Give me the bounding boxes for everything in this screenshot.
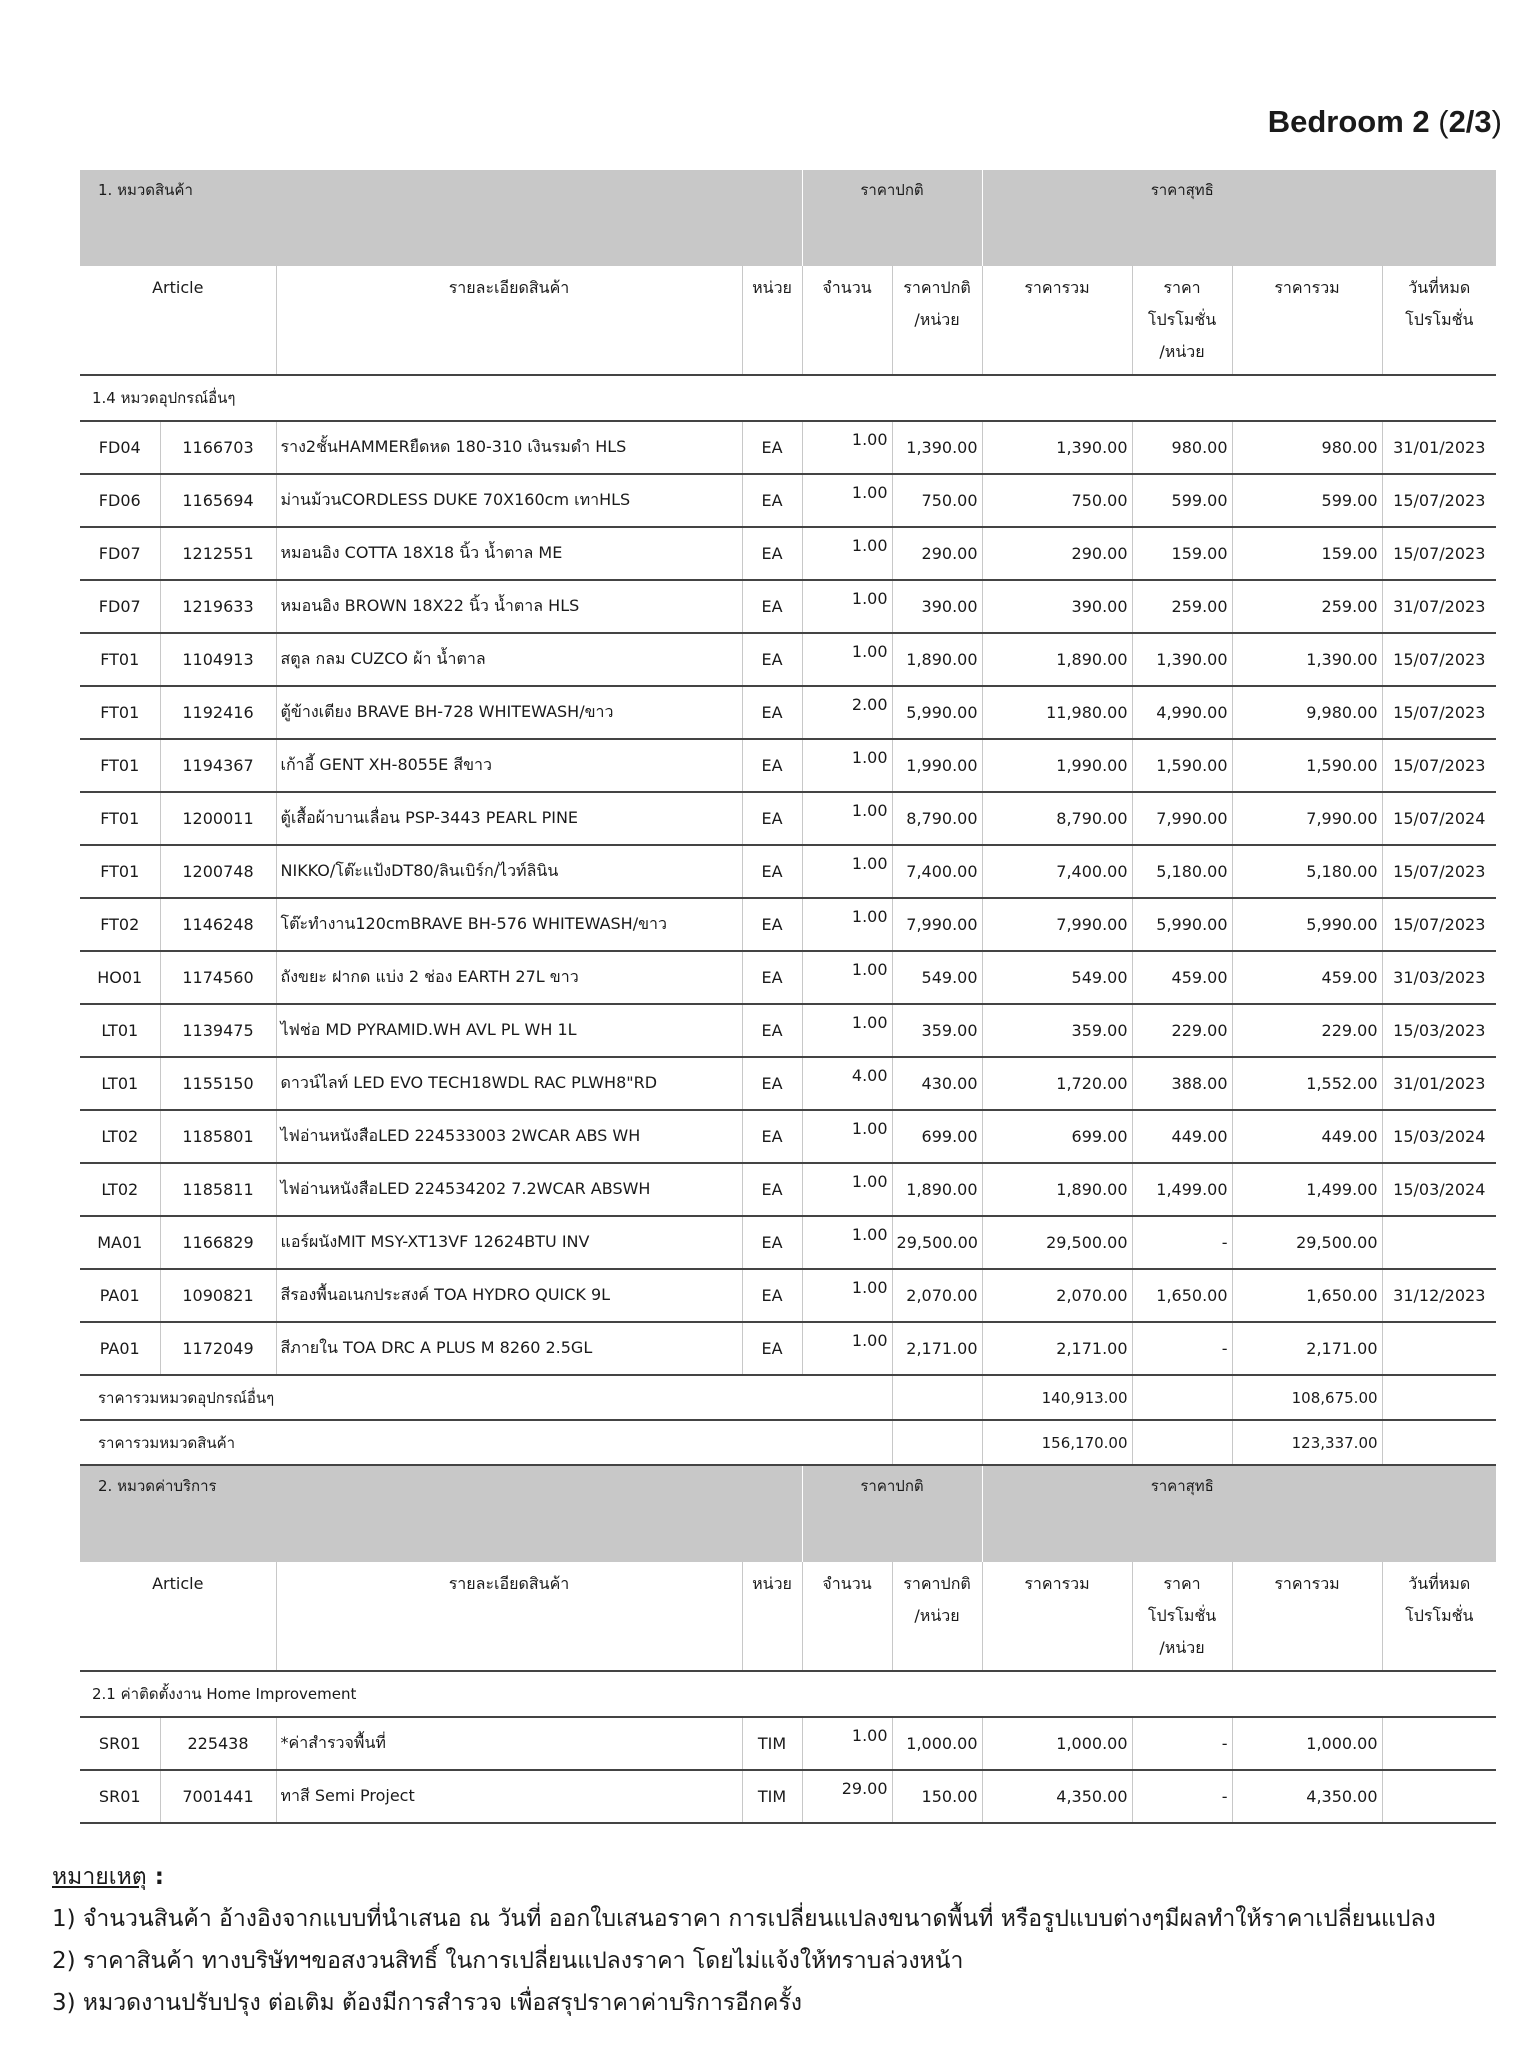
cell-code: FT01 [80, 686, 160, 739]
cell-expire-date: 15/03/2024 [1382, 1163, 1496, 1216]
note-line: 2) ราคาสินค้า ทางบริษัทฯขอสงวนสิทธิ์ ในการเปลี่ยนแปลงราคา โดยไม่แจ้งให้ทราบล่วงหน้า [52, 1948, 964, 1974]
cell-code: SR01 [80, 1717, 160, 1770]
cell-expire-date: 31/12/2023 [1382, 1269, 1496, 1322]
cell-net-total: 1,552.00 [1232, 1057, 1382, 1110]
cell-unit: EA [742, 1110, 802, 1163]
col-promo-line: โปรโมชั่น [1147, 1606, 1217, 1625]
cell-description: ดาวน์ไลท์ LED EVO TECH18WDL RAC PLWH8"RD [276, 1057, 742, 1110]
cell-net-total: 1,499.00 [1232, 1163, 1382, 1216]
cell-total: 1,390.00 [982, 421, 1132, 474]
total-normal-price: 156,170.00 [982, 1420, 1132, 1465]
total-blank [1132, 1375, 1232, 1420]
cell-code: FT02 [80, 898, 160, 951]
cell-code: FD04 [80, 421, 160, 474]
cell-total: 8,790.00 [982, 792, 1132, 845]
cell-promo-price: - [1132, 1770, 1232, 1823]
cell-article: 225438 [160, 1717, 276, 1770]
cell-price: 5,990.00 [892, 686, 982, 739]
table-row [80, 421, 1496, 474]
cell-quantity: 4.00 [802, 1057, 892, 1110]
table-row [80, 739, 1496, 792]
col-price-line: ราคาปกติ [903, 278, 971, 297]
table-row [80, 1216, 1496, 1269]
col-promo-price [1132, 1562, 1232, 1671]
notes-heading: หมายเหตุ [52, 1864, 147, 1890]
cell-quantity: 1.00 [802, 792, 892, 845]
cell-article: 1090821 [160, 1269, 276, 1322]
cell-code: PA01 [80, 1322, 160, 1375]
cell-expire-date: 15/07/2023 [1382, 898, 1496, 951]
table-row [80, 1269, 1496, 1322]
cell-total: 359.00 [982, 1004, 1132, 1057]
table-row [80, 633, 1496, 686]
total-label: ราคารวมหมวดสินค้า [80, 1420, 892, 1465]
total-normal-price: 140,913.00 [982, 1375, 1132, 1420]
cell-quantity: 1.00 [802, 580, 892, 633]
col-promo-line: /หน่วย [1159, 342, 1205, 361]
cell-total: 549.00 [982, 951, 1132, 1004]
cell-promo-price: 459.00 [1132, 951, 1232, 1004]
column-header-row [80, 266, 1496, 375]
cell-promo-price: 5,990.00 [1132, 898, 1232, 951]
cell-total: 4,350.00 [982, 1770, 1132, 1823]
table-row [80, 792, 1496, 845]
cell-price: 290.00 [892, 527, 982, 580]
cell-net-total: 2,171.00 [1232, 1322, 1382, 1375]
cell-description: โต๊ะทำงาน120cmBRAVE BH-576 WHITEWASH/ขาว [276, 898, 742, 951]
cell-description: เก้าอี้ GENT XH-8055E สีขาว [276, 739, 742, 792]
cell-price: 359.00 [892, 1004, 982, 1057]
total-row [80, 1420, 1496, 1465]
cell-article: 7001441 [160, 1770, 276, 1823]
cell-description: ไฟอ่านหนังสือLED 224533003 2WCAR ABS WH [276, 1110, 742, 1163]
cell-article: 1172049 [160, 1322, 276, 1375]
cell-price: 150.00 [892, 1770, 982, 1823]
cell-quantity: 1.00 [802, 1717, 892, 1770]
cell-unit: EA [742, 686, 802, 739]
cell-article: 1185811 [160, 1163, 276, 1216]
page-title: Bedroom 2 (2/3) [1267, 104, 1502, 139]
subtotal-row [80, 1375, 1496, 1420]
cell-price: 29,500.00 [892, 1216, 982, 1269]
cell-unit: TIM [742, 1770, 802, 1823]
cell-article: 1219633 [160, 580, 276, 633]
cell-description: ไฟช่อ MD PYRAMID.WH AVL PL WH 1L [276, 1004, 742, 1057]
net-price-header: ราคาสุทธิ [982, 170, 1382, 266]
cell-expire-date: 31/01/2023 [1382, 1057, 1496, 1110]
cell-total: 7,990.00 [982, 898, 1132, 951]
cell-expire-date: 15/07/2023 [1382, 527, 1496, 580]
col-price-line: /หน่วย [914, 310, 960, 329]
cell-expire-date: 31/03/2023 [1382, 951, 1496, 1004]
total-net-price: 108,675.00 [1232, 1375, 1382, 1420]
cell-price: 750.00 [892, 474, 982, 527]
col-unit: หน่วย [742, 1562, 802, 1671]
col-promo-line: /หน่วย [1159, 1638, 1205, 1657]
cell-quantity: 2.00 [802, 686, 892, 739]
table-row [80, 898, 1496, 951]
cell-promo-price: 7,990.00 [1132, 792, 1232, 845]
cell-net-total: 599.00 [1232, 474, 1382, 527]
net-price-header: ราคาสุทธิ [982, 1465, 1382, 1562]
cell-total: 1,000.00 [982, 1717, 1132, 1770]
cell-description: ถังขยะ ฝากด แบ่ง 2 ช่อง EARTH 27L ขาว [276, 951, 742, 1004]
cell-total: 1,990.00 [982, 739, 1132, 792]
cell-net-total: 5,990.00 [1232, 898, 1382, 951]
section-title: 2. หมวดค่าบริการ [80, 1465, 802, 1562]
cell-total: 29,500.00 [982, 1216, 1132, 1269]
total-label: ราคารวมหมวดอุปกรณ์อื่นๆ [80, 1375, 892, 1420]
cell-net-total: 159.00 [1232, 527, 1382, 580]
cell-price: 1,890.00 [892, 1163, 982, 1216]
cell-price: 699.00 [892, 1110, 982, 1163]
cell-description: สีรองพื้นอเนกประสงค์ TOA HYDRO QUICK 9L [276, 1269, 742, 1322]
cell-description: ตู้ข้างเตียง BRAVE BH-728 WHITEWASH/ขาว [276, 686, 742, 739]
total-net-price: 123,337.00 [1232, 1420, 1382, 1465]
cell-unit: EA [742, 1057, 802, 1110]
cell-unit: EA [742, 1163, 802, 1216]
col-promo-expire [1382, 266, 1496, 375]
cell-description: แอร์ผนังMIT MSY-XT13VF 12624BTU INV [276, 1216, 742, 1269]
col-promo-line: ราคา [1163, 1574, 1201, 1593]
cell-net-total: 1,000.00 [1232, 1717, 1382, 1770]
section-header-blank [1382, 170, 1496, 266]
table-row [80, 527, 1496, 580]
cell-expire-date: 31/07/2023 [1382, 580, 1496, 633]
cell-promo-price: 259.00 [1132, 580, 1232, 633]
cell-description: สีภายใน TOA DRC A PLUS M 8260 2.5GL [276, 1322, 742, 1375]
cell-article: 1166829 [160, 1216, 276, 1269]
section-header-blank [1382, 1465, 1496, 1562]
cell-description: ม่านม้วนCORDLESS DUKE 70X160cm เทาHLS [276, 474, 742, 527]
section-title: 1. หมวดสินค้า [80, 170, 802, 266]
cell-net-total: 29,500.00 [1232, 1216, 1382, 1269]
cell-expire-date: 15/07/2023 [1382, 633, 1496, 686]
cell-unit: EA [742, 474, 802, 527]
col-unit: หน่วย [742, 266, 802, 375]
cell-unit: TIM [742, 1717, 802, 1770]
cell-quantity: 1.00 [802, 1322, 892, 1375]
cell-net-total: 1,390.00 [1232, 633, 1382, 686]
cell-quantity: 1.00 [802, 1216, 892, 1269]
cell-net-total: 1,650.00 [1232, 1269, 1382, 1322]
cell-promo-price: 159.00 [1132, 527, 1232, 580]
col-net-total: ราคารวม [1232, 1562, 1382, 1671]
column-header-row [80, 1562, 1496, 1671]
cell-price: 2,070.00 [892, 1269, 982, 1322]
cell-net-total: 980.00 [1232, 421, 1382, 474]
col-price-line: /หน่วย [914, 1606, 960, 1625]
cell-promo-price: 1,590.00 [1132, 739, 1232, 792]
subcategory-title: 2.1 ค่าติดตั้งงาน Home Improvement [80, 1671, 1496, 1717]
table-row [80, 1163, 1496, 1216]
cell-price: 1,000.00 [892, 1717, 982, 1770]
table-row [80, 1004, 1496, 1057]
cell-price: 390.00 [892, 580, 982, 633]
note-line: 3) หมวดงานปรับปรุง ต่อเติม ต้องมีการสำรวจ เพื่อสรุปราคาค่าบริการอีกครั้ง [52, 1990, 802, 2016]
normal-price-header: ราคาปกติ [802, 170, 982, 266]
cell-description: NIKKO/โต๊ะแป้งDT80/ลินเบิร์ก/ไวท์ลินิน [276, 845, 742, 898]
cell-expire-date: 15/07/2023 [1382, 739, 1496, 792]
cell-net-total: 449.00 [1232, 1110, 1382, 1163]
table-row [80, 951, 1496, 1004]
cell-expire-date: 15/03/2024 [1382, 1110, 1496, 1163]
cell-code: LT02 [80, 1163, 160, 1216]
cell-unit: EA [742, 739, 802, 792]
col-expire-line: โปรโมชั่น [1405, 1606, 1474, 1625]
col-article: Article [80, 1562, 276, 1671]
cell-price: 549.00 [892, 951, 982, 1004]
cell-net-total: 229.00 [1232, 1004, 1382, 1057]
cell-quantity: 1.00 [802, 845, 892, 898]
col-total: ราคารวม [982, 266, 1132, 375]
cell-description: *ค่าสำรวจพื้นที่ [276, 1717, 742, 1770]
cell-total: 2,171.00 [982, 1322, 1132, 1375]
cell-unit: EA [742, 1322, 802, 1375]
cell-net-total: 459.00 [1232, 951, 1382, 1004]
cell-code: FD06 [80, 474, 160, 527]
col-price-per-unit [892, 1562, 982, 1671]
total-blank [1132, 1420, 1232, 1465]
subcategory-row [80, 1671, 1496, 1717]
cell-code: FT01 [80, 739, 160, 792]
cell-description: ไฟอ่านหนังสือLED 224534202 7.2WCAR ABSWH [276, 1163, 742, 1216]
cell-quantity: 1.00 [802, 1163, 892, 1216]
cell-quantity: 1.00 [802, 1004, 892, 1057]
cell-promo-price: 5,180.00 [1132, 845, 1232, 898]
col-promo-line: ราคา [1163, 278, 1201, 297]
total-blank [1382, 1375, 1496, 1420]
cell-total: 11,980.00 [982, 686, 1132, 739]
col-net-total: ราคารวม [1232, 266, 1382, 375]
cell-total: 7,400.00 [982, 845, 1132, 898]
cell-quantity: 29.00 [802, 1770, 892, 1823]
cell-code: FT01 [80, 792, 160, 845]
cell-promo-price: 449.00 [1132, 1110, 1232, 1163]
cell-price: 1,390.00 [892, 421, 982, 474]
cell-total: 390.00 [982, 580, 1132, 633]
cell-total: 1,890.00 [982, 633, 1132, 686]
note-line: 1) จำนวนสินค้า อ้างอิงจากแบบที่นำเสนอ ณ วันที่ ออกใบเสนอราคา การเปลี่ยนแปลงขนาดพื้นที่ หรือรูปแบบต่างๆมีผลทำให้ราคาเปลี่ยนแปลง [52, 1906, 1436, 1932]
col-quantity: จำนวน [802, 1562, 892, 1671]
cell-description: หมอนอิง BROWN 18X22 นิ้ว น้ำตาล HLS [276, 580, 742, 633]
col-expire-line: วันที่หมด [1408, 278, 1471, 297]
section-header [80, 1465, 1496, 1562]
cell-quantity: 1.00 [802, 527, 892, 580]
cell-unit: EA [742, 898, 802, 951]
cell-code: PA01 [80, 1269, 160, 1322]
cell-article: 1104913 [160, 633, 276, 686]
cell-expire-date: 15/07/2024 [1382, 792, 1496, 845]
notes-section [52, 1856, 1436, 2024]
cell-article: 1194367 [160, 739, 276, 792]
col-promo-expire [1382, 1562, 1496, 1671]
col-quantity: จำนวน [802, 266, 892, 375]
cell-price: 8,790.00 [892, 792, 982, 845]
cell-total: 2,070.00 [982, 1269, 1132, 1322]
cell-price: 430.00 [892, 1057, 982, 1110]
cell-promo-price: 1,499.00 [1132, 1163, 1232, 1216]
cell-description: ตู้เสื้อผ้าบานเลื่อน PSP-3443 PEARL PINE [276, 792, 742, 845]
total-blank [892, 1375, 982, 1420]
cell-expire-date [1382, 1717, 1496, 1770]
cell-article: 1155150 [160, 1057, 276, 1110]
cell-code: MA01 [80, 1216, 160, 1269]
cell-unit: EA [742, 1004, 802, 1057]
notes-colon: : [146, 1864, 164, 1890]
cell-unit: EA [742, 845, 802, 898]
cell-code: LT01 [80, 1004, 160, 1057]
cell-expire-date: 15/07/2023 [1382, 845, 1496, 898]
cell-quantity: 1.00 [802, 1110, 892, 1163]
cell-net-total: 9,980.00 [1232, 686, 1382, 739]
cell-unit: EA [742, 951, 802, 1004]
cell-article: 1200011 [160, 792, 276, 845]
cell-article: 1146248 [160, 898, 276, 951]
cell-article: 1192416 [160, 686, 276, 739]
normal-price-header: ราคาปกติ [802, 1465, 982, 1562]
cell-net-total: 7,990.00 [1232, 792, 1382, 845]
cell-net-total: 5,180.00 [1232, 845, 1382, 898]
cell-quantity: 1.00 [802, 898, 892, 951]
cell-total: 1,720.00 [982, 1057, 1132, 1110]
cell-expire-date: 31/01/2023 [1382, 421, 1496, 474]
cell-article: 1212551 [160, 527, 276, 580]
subcategory-title: 1.4 หมวดอุปกรณ์อื่นๆ [80, 375, 1496, 421]
cell-promo-price: 388.00 [1132, 1057, 1232, 1110]
col-expire-line: วันที่หมด [1408, 1574, 1471, 1593]
cell-quantity: 1.00 [802, 633, 892, 686]
table-row [80, 1057, 1496, 1110]
col-total: ราคารวม [982, 1562, 1132, 1671]
col-description: รายละเอียดสินค้า [276, 266, 742, 375]
cell-unit: EA [742, 580, 802, 633]
total-blank [892, 1420, 982, 1465]
cell-price: 7,400.00 [892, 845, 982, 898]
cell-promo-price: 229.00 [1132, 1004, 1232, 1057]
cell-article: 1165694 [160, 474, 276, 527]
cell-article: 1174560 [160, 951, 276, 1004]
table-row [80, 580, 1496, 633]
section-header [80, 170, 1496, 266]
table-row [80, 1770, 1496, 1823]
cell-article: 1139475 [160, 1004, 276, 1057]
col-article: Article [80, 266, 276, 375]
cell-code: FT01 [80, 633, 160, 686]
cell-unit: EA [742, 792, 802, 845]
cell-unit: EA [742, 1269, 802, 1322]
col-price-per-unit [892, 266, 982, 375]
cell-code: LT02 [80, 1110, 160, 1163]
col-description: รายละเอียดสินค้า [276, 1562, 742, 1671]
cell-code: FD07 [80, 580, 160, 633]
col-promo-price [1132, 266, 1232, 375]
cell-code: HO01 [80, 951, 160, 1004]
cell-quantity: 1.00 [802, 1269, 892, 1322]
cell-total: 750.00 [982, 474, 1132, 527]
table-row [80, 474, 1496, 527]
cell-total: 1,890.00 [982, 1163, 1132, 1216]
cell-quantity: 1.00 [802, 951, 892, 1004]
cell-expire-date [1382, 1770, 1496, 1823]
cell-promo-price: 1,390.00 [1132, 633, 1232, 686]
cell-unit: EA [742, 527, 802, 580]
cell-unit: EA [742, 633, 802, 686]
cell-description: ทาสี Semi Project [276, 1770, 742, 1823]
cell-promo-price: - [1132, 1322, 1232, 1375]
col-expire-line: โปรโมชั่น [1405, 310, 1474, 329]
cell-article: 1185801 [160, 1110, 276, 1163]
cell-price: 2,171.00 [892, 1322, 982, 1375]
cell-code: SR01 [80, 1770, 160, 1823]
table-row [80, 845, 1496, 898]
table-row [80, 1322, 1496, 1375]
cell-promo-price: - [1132, 1216, 1232, 1269]
cell-promo-price: - [1132, 1717, 1232, 1770]
cell-code: FT01 [80, 845, 160, 898]
cell-description: ราง2ชั้นHAMMERยืดหด 180-310 เงินรมดำ HLS [276, 421, 742, 474]
quotation-table [80, 170, 1496, 1824]
cell-description: สตูล กลม CUZCO ผ้า น้ำตาล [276, 633, 742, 686]
cell-unit: EA [742, 1216, 802, 1269]
cell-price: 1,990.00 [892, 739, 982, 792]
table-row [80, 1110, 1496, 1163]
cell-total: 699.00 [982, 1110, 1132, 1163]
col-price-line: ราคาปกติ [903, 1574, 971, 1593]
cell-article: 1200748 [160, 845, 276, 898]
cell-expire-date: 15/07/2023 [1382, 474, 1496, 527]
cell-promo-price: 4,990.00 [1132, 686, 1232, 739]
cell-quantity: 1.00 [802, 739, 892, 792]
cell-code: LT01 [80, 1057, 160, 1110]
cell-expire-date: 15/07/2023 [1382, 686, 1496, 739]
cell-expire-date [1382, 1322, 1496, 1375]
cell-quantity: 1.00 [802, 421, 892, 474]
cell-promo-price: 980.00 [1132, 421, 1232, 474]
cell-promo-price: 599.00 [1132, 474, 1232, 527]
cell-net-total: 1,590.00 [1232, 739, 1382, 792]
cell-net-total: 259.00 [1232, 580, 1382, 633]
cell-total: 290.00 [982, 527, 1132, 580]
cell-promo-price: 1,650.00 [1132, 1269, 1232, 1322]
cell-description: หมอนอิง COTTA 18X18 นิ้ว น้ำตาล ME [276, 527, 742, 580]
cell-unit: EA [742, 421, 802, 474]
cell-expire-date: 15/03/2023 [1382, 1004, 1496, 1057]
total-blank [1382, 1420, 1496, 1465]
col-promo-line: โปรโมชั่น [1147, 310, 1217, 329]
cell-price: 1,890.00 [892, 633, 982, 686]
cell-expire-date [1382, 1216, 1496, 1269]
subcategory-row [80, 375, 1496, 421]
cell-price: 7,990.00 [892, 898, 982, 951]
table-row [80, 686, 1496, 739]
cell-article: 1166703 [160, 421, 276, 474]
cell-net-total: 4,350.00 [1232, 1770, 1382, 1823]
cell-quantity: 1.00 [802, 474, 892, 527]
cell-code: FD07 [80, 527, 160, 580]
table-row [80, 1717, 1496, 1770]
